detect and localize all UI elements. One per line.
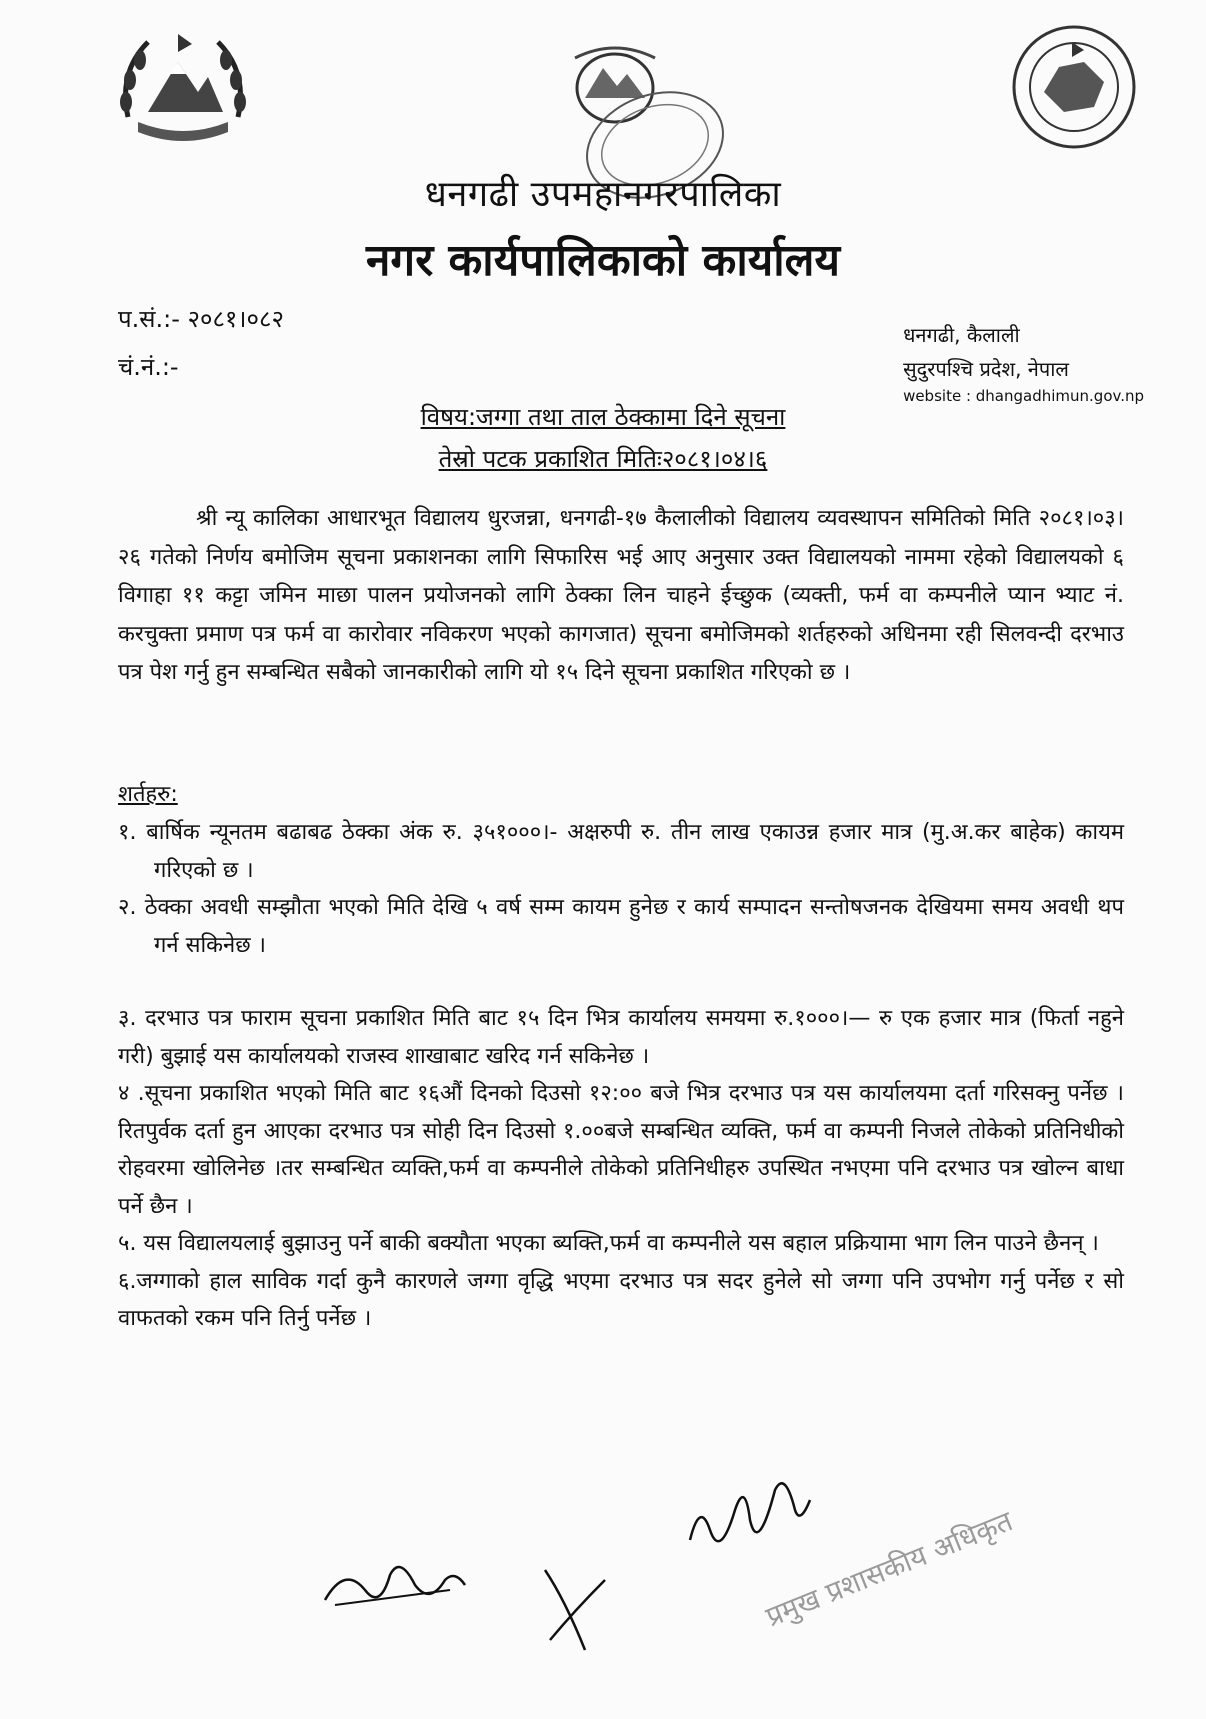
notice-subject <box>0 396 1206 480</box>
address-line-1: धनगढी, कैलाली <box>903 323 1020 347</box>
subject-line-2: तेस्रो पटक प्रकाशित मितिः२०८१।०४।६ <box>438 445 768 473</box>
office-unit-title: नगर कार्यपालिकाको कार्यालय <box>366 235 840 286</box>
nepal-emblem-icon <box>108 22 258 152</box>
signature-right-icon <box>680 1460 820 1580</box>
province-map-seal-icon <box>1004 22 1144 152</box>
condition-item: ३. दरभाउ पत्र फाराम सूचना प्रकाशित मिति बाट १५ दिन भित्र कार्यालय समयमा रु.१०००।— रु एक हजार मात्र (फिर्ता नहुने गरी) बुझाई यस कार्यालयको राजस्व शाखाबाट खरिद गर्न सकिनेछ । <box>118 1006 1124 1069</box>
notice-body <box>118 500 1124 693</box>
reference-number: प.सं.:- २०८१।०८२ <box>118 305 284 333</box>
conditions-heading: शर्तहरु: <box>118 782 178 807</box>
office-name: धनगढी उपमहानगरपालिका <box>424 174 782 215</box>
address-line-2: सुदुरपश्चि प्रदेश, नेपाल <box>903 357 1069 381</box>
office-address <box>903 318 1144 406</box>
condition-item: ६.जग्गाको हाल साविक गर्दा कुनै कारणले जग्गा वृद्धि भएमा दरभाउ पत्र सदर हुनेले सो जग्गा पनि उपभोग गर्नु पर्नेछ र सो वाफतको रकम पनि तिर्नु पर्नेछ । <box>118 1268 1124 1331</box>
signature-middle-icon <box>535 1560 615 1660</box>
conditions-list-bottom <box>118 1000 1124 1338</box>
condition-item: १. बार्षिक न्यूनतम बढाबढ ठेक्का अंक रु. ३५१०००।- अक्षरुपी रु. तीन लाख एकाउन्न हजार मात्र (मु.अ.कर बाहेक) कायम गरिएको छ । <box>118 820 1124 883</box>
subject-line-1: विषय:जग्गा तथा ताल ठेक्कामा दिने सूचना <box>420 403 786 431</box>
chief-administrative-officer-stamp: प्रमुख प्रशासकीय अधिकृत <box>761 1504 1018 1634</box>
condition-item: ४ .सूचना प्रकाशित भएको मिति बाट १६औं दिनको दिउसो १२:०० बजे भित्र दरभाउ पत्र यस कार्यालयमा दर्ता गरिसक्नु पर्नेछ ।रितपुर्वक दर्ता हुन आएका दरभाउ पत्र सोही दिन दिउसो १.००बजे सम्बन्धित व्यक्ति, फर्म वा कम्पनी निजले तोकेको प्रतिनिधीको रोहवरमा खोलिनेछ ।तर सम्बन्धित व्यक्ति,फर्म वा कम्पनीले तोकेको प्रतिनिधीहरु उपस्थित नभएमा पनि दरभाउ पत्र खोल्न बाधा पर्ने छैन । <box>118 1081 1124 1219</box>
body-paragraph: श्री न्यू कालिका आधारभूत विद्यालय धुरजन्ना, धनगढी-१७ कैलालीको विद्यालय व्यवस्थापन समितिको मिति २०८१।०३।२६ गतेको निर्णय बमोजिम सूचना प्रकाशनका लागि सिफारिस भई आए अनुसार उक्त विद्यालयको नाममा रहेको विद्यालयको ६ विगाहा ११ कट्टा जमिन माछा पालन प्रयोजनको लागि ठेक्का लिन चाहने ईच्छुक (व्यक्ती, फर्म वा कम्पनीले प्यान भ्याट नं. करचुक्ता प्रमाण पत्र फर्म वा कारोवार नविकरण भएको कागजात) सूचना बमोजिमको शर्तहरुको अधिनमा रही सिलवन्दी दरभाउ पत्र पेश गर्नु हुन सम्बन्धित सबैको जानकारीको लागि यो १५ दिने सूचना प्रकाशित गरिएको छ । <box>118 506 1124 685</box>
signature-left-icon <box>320 1545 470 1625</box>
website-text: website : dhangadhimun.gov.np <box>903 387 1144 405</box>
dispatch-number: चं.नं.:- <box>118 353 179 381</box>
conditions-list-top <box>118 814 1124 964</box>
condition-item: ५. यस विद्यालयलाई बुझाउनु पर्ने बाकी बक्यौता भएका ब्यक्ति,फर्म वा कम्पनीले यस बहाल प्रक्रियामा भाग लिन पाउने छैनन् । <box>118 1231 1099 1256</box>
condition-item: २. ठेक्का अवधी सम्झौता भएको मिति देखि ५ वर्ष सम्म कायम हुनेछ र कार्य सम्पादन सन्तोषजनक देखियमा समय अवधी थप गर्न सकिनेछ । <box>118 895 1124 958</box>
